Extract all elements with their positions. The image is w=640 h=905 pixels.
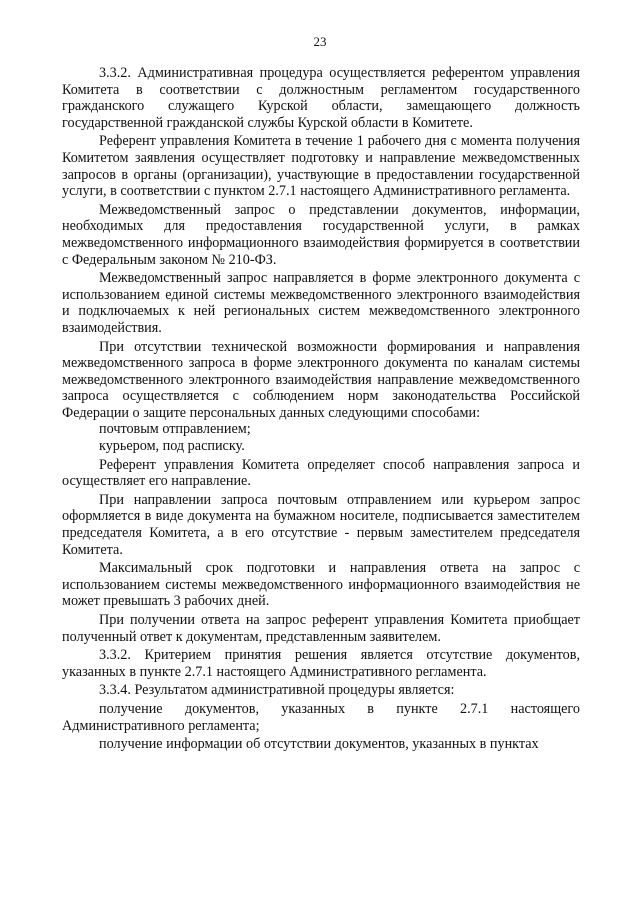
list-item-courier: курьером, под расписку. [99, 438, 245, 455]
paragraph-result-absence: получение информации об отсутствии документов, указанных в пунктах [99, 736, 539, 753]
paragraph-paper-request: При направлении запроса почтовым отправлением или курьером запрос оформляется в виде документа на бумажном носителе, подписывается заместителем председателя Комитета, а в его отсутствие - первым заместителем председателя Комитета. [62, 491, 580, 558]
list-item-postal: почтовым отправлением; [99, 421, 251, 438]
paragraph-referent-requests: Референт управления Комитета в течение 1 рабочего дня с момента получения Комитетом заявления осуществляет подготовку и направление межведомственных запросов в органы (организации), участвующие в предоставлении государственной услуги, в соответствии с пунктом 2.7.1 настоящего Административного регламента. [62, 133, 580, 200]
paragraph-3-3-2-procedure: 3.3.2. Административная процедура осуществляется референтом управления Комитета в соответствии с должностным регламентом государственного гражданского служащего Курской области, замещающего должность государственной гражданской службы Курской области в Комитете. [62, 65, 580, 131]
paragraph-answer-attach: При получении ответа на запрос референт управления Комитета приобщает полученный ответ к документам, представленным заявителем. [62, 612, 580, 645]
document-body [62, 65, 580, 753]
paragraph-method-choice: Референт управления Комитета определяет способ направления запроса и осуществляет его направление. [62, 456, 580, 490]
paragraph-no-technical-possibility: При отсутствии технической возможности формирования и направления межведомственного запроса в форме электронного документа по каналам системы межведомственного электронного взаимодействия направление межведомственного запроса осуществляется с соблюдением норм законодательства Российской Федерации о защите персональных данных следующими способами: [62, 338, 580, 421]
paragraph-max-term: Максимальный срок подготовки и направления ответа на запрос с использованием системы межведомственного информационного взаимодействия не может превышать 3 рабочих дней. [62, 560, 580, 610]
paragraph-electronic-form: Межведомственный запрос направляется в форме электронного документа с использованием единой системы межведомственного электронного взаимодействия и подключаемых к ней региональных систем межведомственного электронного взаимодействия. [62, 270, 580, 336]
paragraph-result-documents: получение документов, указанных в пункте 2.7.1 настоящего Административного регламента; [62, 700, 580, 734]
paragraph-criterion: 3.3.2. Критерием принятия решения является отсутствие документов, указанных в пункте 2.7.1 настоящего Административного регламента. [62, 647, 580, 680]
paragraph-result-heading: 3.3.4. Результатом административной процедуры является: [99, 682, 455, 699]
paragraph-request-formation: Межведомственный запрос о представлении документов, информации, необходимых для предоставления государственной услуги, в рамках межведомственного информационного взаимодействия формируется в соответствии с Федеральным законом № 210-ФЗ. [62, 201, 580, 268]
page-number: 23 [313, 34, 327, 49]
